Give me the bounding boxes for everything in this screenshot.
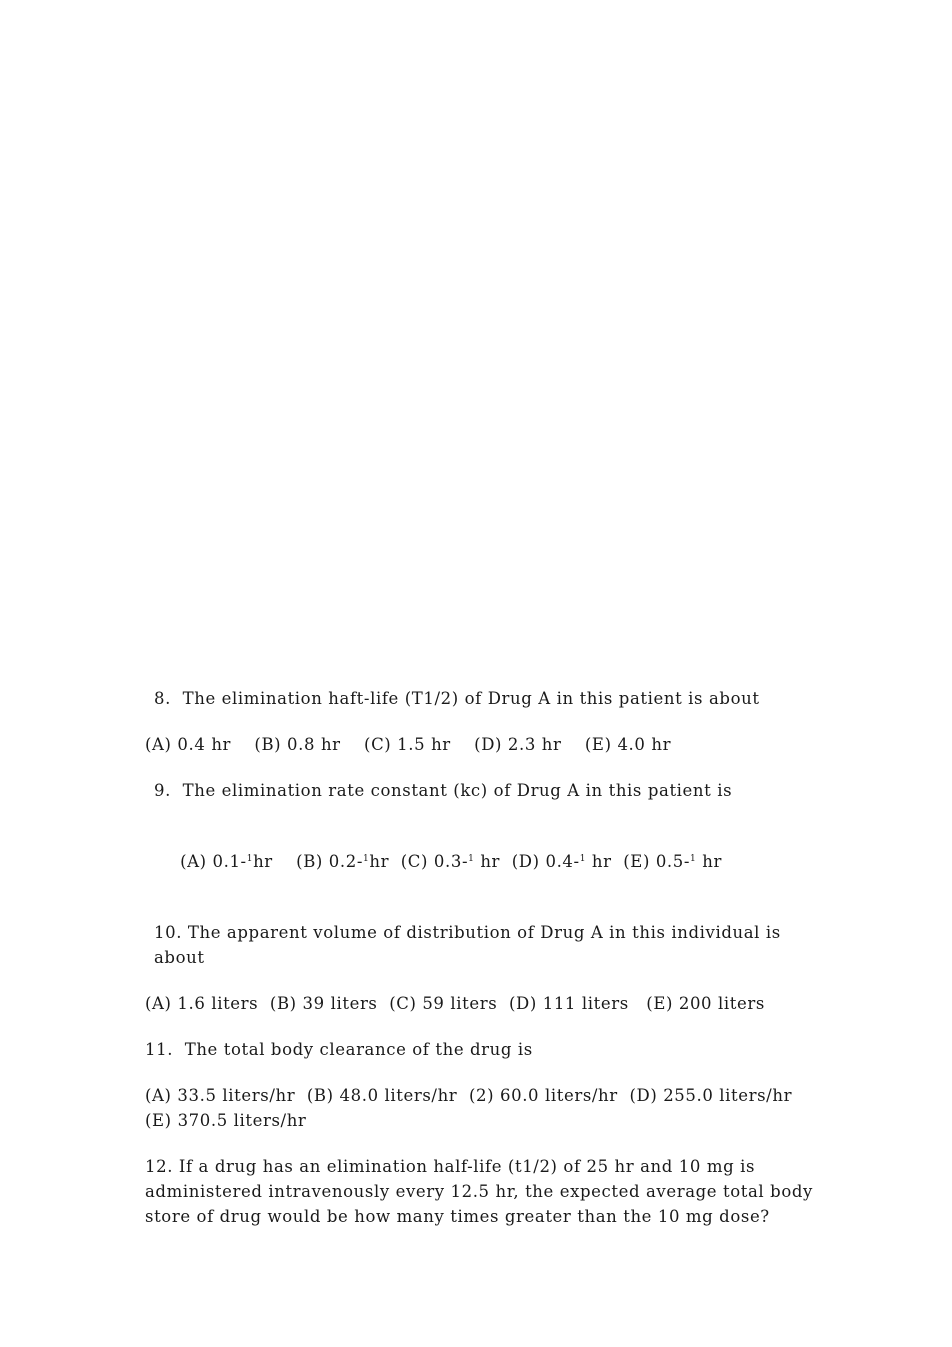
question-9-option-b: (B) 0.2-$^1$hr — [296, 852, 401, 871]
question-9-option-a: (A) 0.1-$^1$hr — [180, 852, 297, 871]
question-11-stem: 11. The total body clearance of the drug is — [145, 1040, 533, 1059]
question-11-options: (A) 33.5 liters/hr (B) 48.0 liters/hr (2) 60.0 liters/hr (D) 255.0 liters/hr (E) 370.5 liters/hr — [145, 1086, 804, 1130]
question-9-option-d: (D) 0.4-$^1$ hr — [511, 852, 624, 871]
question-8-stem: 8. The elimination haft-life (T1/2) of Drug A in this patient is about — [154, 689, 760, 708]
question-10-stem: 10. The apparent volume of distribution of Drug A in this individual is about — [154, 923, 787, 967]
question-9-option-e: (E) 0.5-$^1$ hr — [623, 852, 722, 871]
question-9-option-c: (C) 0.3-$^1$ hr — [400, 852, 512, 871]
question-12-stem: 12. If a drug has an elimination half-life (t1/2) of 25 hr and 10 mg is administered intravenously every 12.5 hr, the expected average total body store of drug would be how many times greater than the 10 mg dose? — [145, 1157, 819, 1226]
question-list — [145, 686, 819, 1250]
question-8-options: (A) 0.4 hr (B) 0.8 hr (C) 1.5 hr (D) 2.3 hr (E) 4.0 hr — [145, 735, 672, 754]
question-9-options — [145, 824, 815, 899]
question-10-options: (A) 1.6 liters (B) 39 liters (C) 59 liters (D) 111 liters (E) 200 liters — [145, 994, 765, 1013]
question-9-stem: 9. The elimination rate constant (kc) of Drug A in this patient is — [154, 781, 733, 800]
